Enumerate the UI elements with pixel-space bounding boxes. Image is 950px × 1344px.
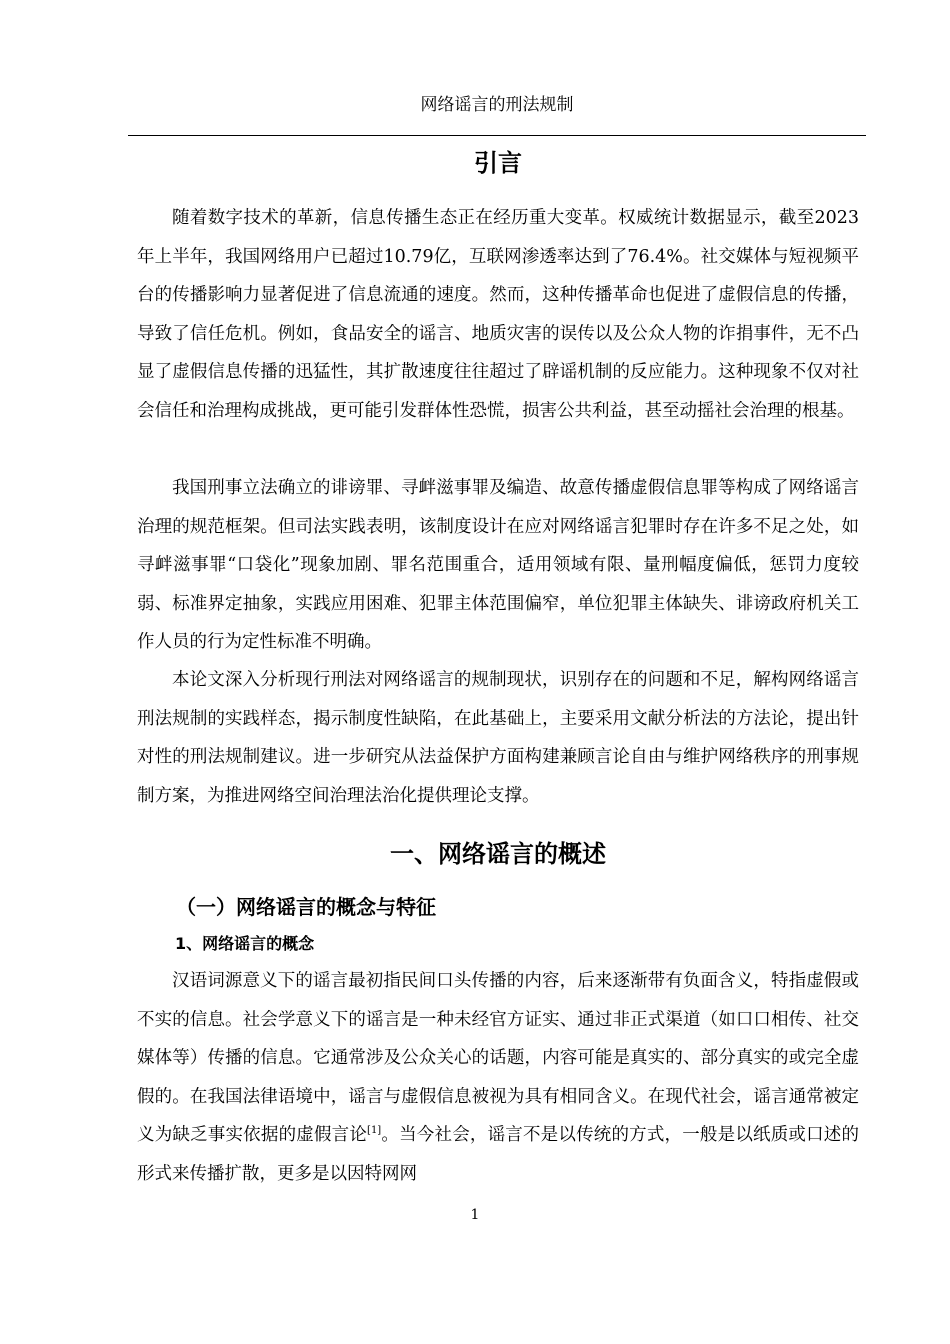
section-1-heading: （一）网络谣言的概念与特征	[176, 895, 436, 919]
intro-paragraph-3: 本论文深入分析现行刑法对网络谣言的规制现状，识别存在的问题和不足，解构网络谣言刑法规制的实践样态，揭示制度性缺陷，在此基础上，主要采用文献分析法的方法论，提出针对性的刑法规制建议。进一步研究从法益保护方面构建兼顾言论自由与维护网络秩序的刑事规制方案，为推进网络空间治理法治化提供理论支撑。	[137, 670, 859, 806]
subsection-1-heading: 1、网络谣言的概念	[175, 934, 315, 953]
subsection-1-text-cont: 。当今社会，谣言不是以传统的方式，一般是以纸质或口述的形式来传播扩散，更多是以因特网网	[137, 1125, 860, 1184]
intro-heading: 引言	[474, 149, 522, 177]
subsection-1-text: 汉语词源意义下的谣言最初指民间口头传播的内容，后来逐渐带有负面含义，特指虚假或不实的信息。社会学意义下的谣言是一种未经官方证实、通过非正式渠道（如口口相传、社交媒体等）传播的信息。它通常涉及公众关心的话题，内容可能是真实的、部分真实的或完全虚假的。在我国法律语境中，谣言与虚假信息被视为具有相同含义。在现代社会，谣言通常被定义为缺乏事实依据的虚假言论	[137, 971, 859, 1145]
header-rule	[128, 135, 866, 136]
intro-paragraph-2: 我国刑事立法确立的诽谤罪、寻衅滋事罪及编造、故意传播虚假信息罪等构成了网络谣言治理的规范框架。但司法实践表明，该制度设计在应对网络谣言犯罪时存在许多不足之处，如寻衅滋事罪“口袋化”现象加剧、罪名范围重合，适用领域有限、量刑幅度偏低，惩罚力度较弱、标准界定抽象，实践应用困难、犯罪主体范围偏窄，单位犯罪主体缺失、诽谤政府机关工作人员的行为定性标准不明确。	[137, 478, 859, 652]
page-number: 1	[470, 1207, 480, 1223]
citation-mark[interactable]: [1]	[367, 1125, 382, 1137]
subsection-1-paragraph	[137, 962, 859, 1193]
running-header: 网络谣言的刑法规制	[420, 95, 574, 115]
intro-paragraph-1: 随着数字技术的革新，信息传播生态正在经历重大变革。权威统计数据显示，截至2023年上半年，我国网络用户已超过10.79亿，互联网渗透率达到了76.4%。社交媒体与短视频平台的传播影响力显著促进了信息流通的速度。然而，这种传播革命也促进了虚假信息的传播，导致了信任危机。例如，食品安全的谣言、地质灾害的误传以及公众人物的诈捐事件，无不凸显了虚假信息传播的迅猛性，其扩散速度往往超过了辟谣机制的反应能力。这种现象不仅对社会信任和治理构成挑战，更可能引发群体性恐慌，损害公共利益，甚至动摇社会治理的根基。	[137, 208, 859, 421]
chapter-1-heading: 一、网络谣言的概述	[390, 840, 606, 868]
